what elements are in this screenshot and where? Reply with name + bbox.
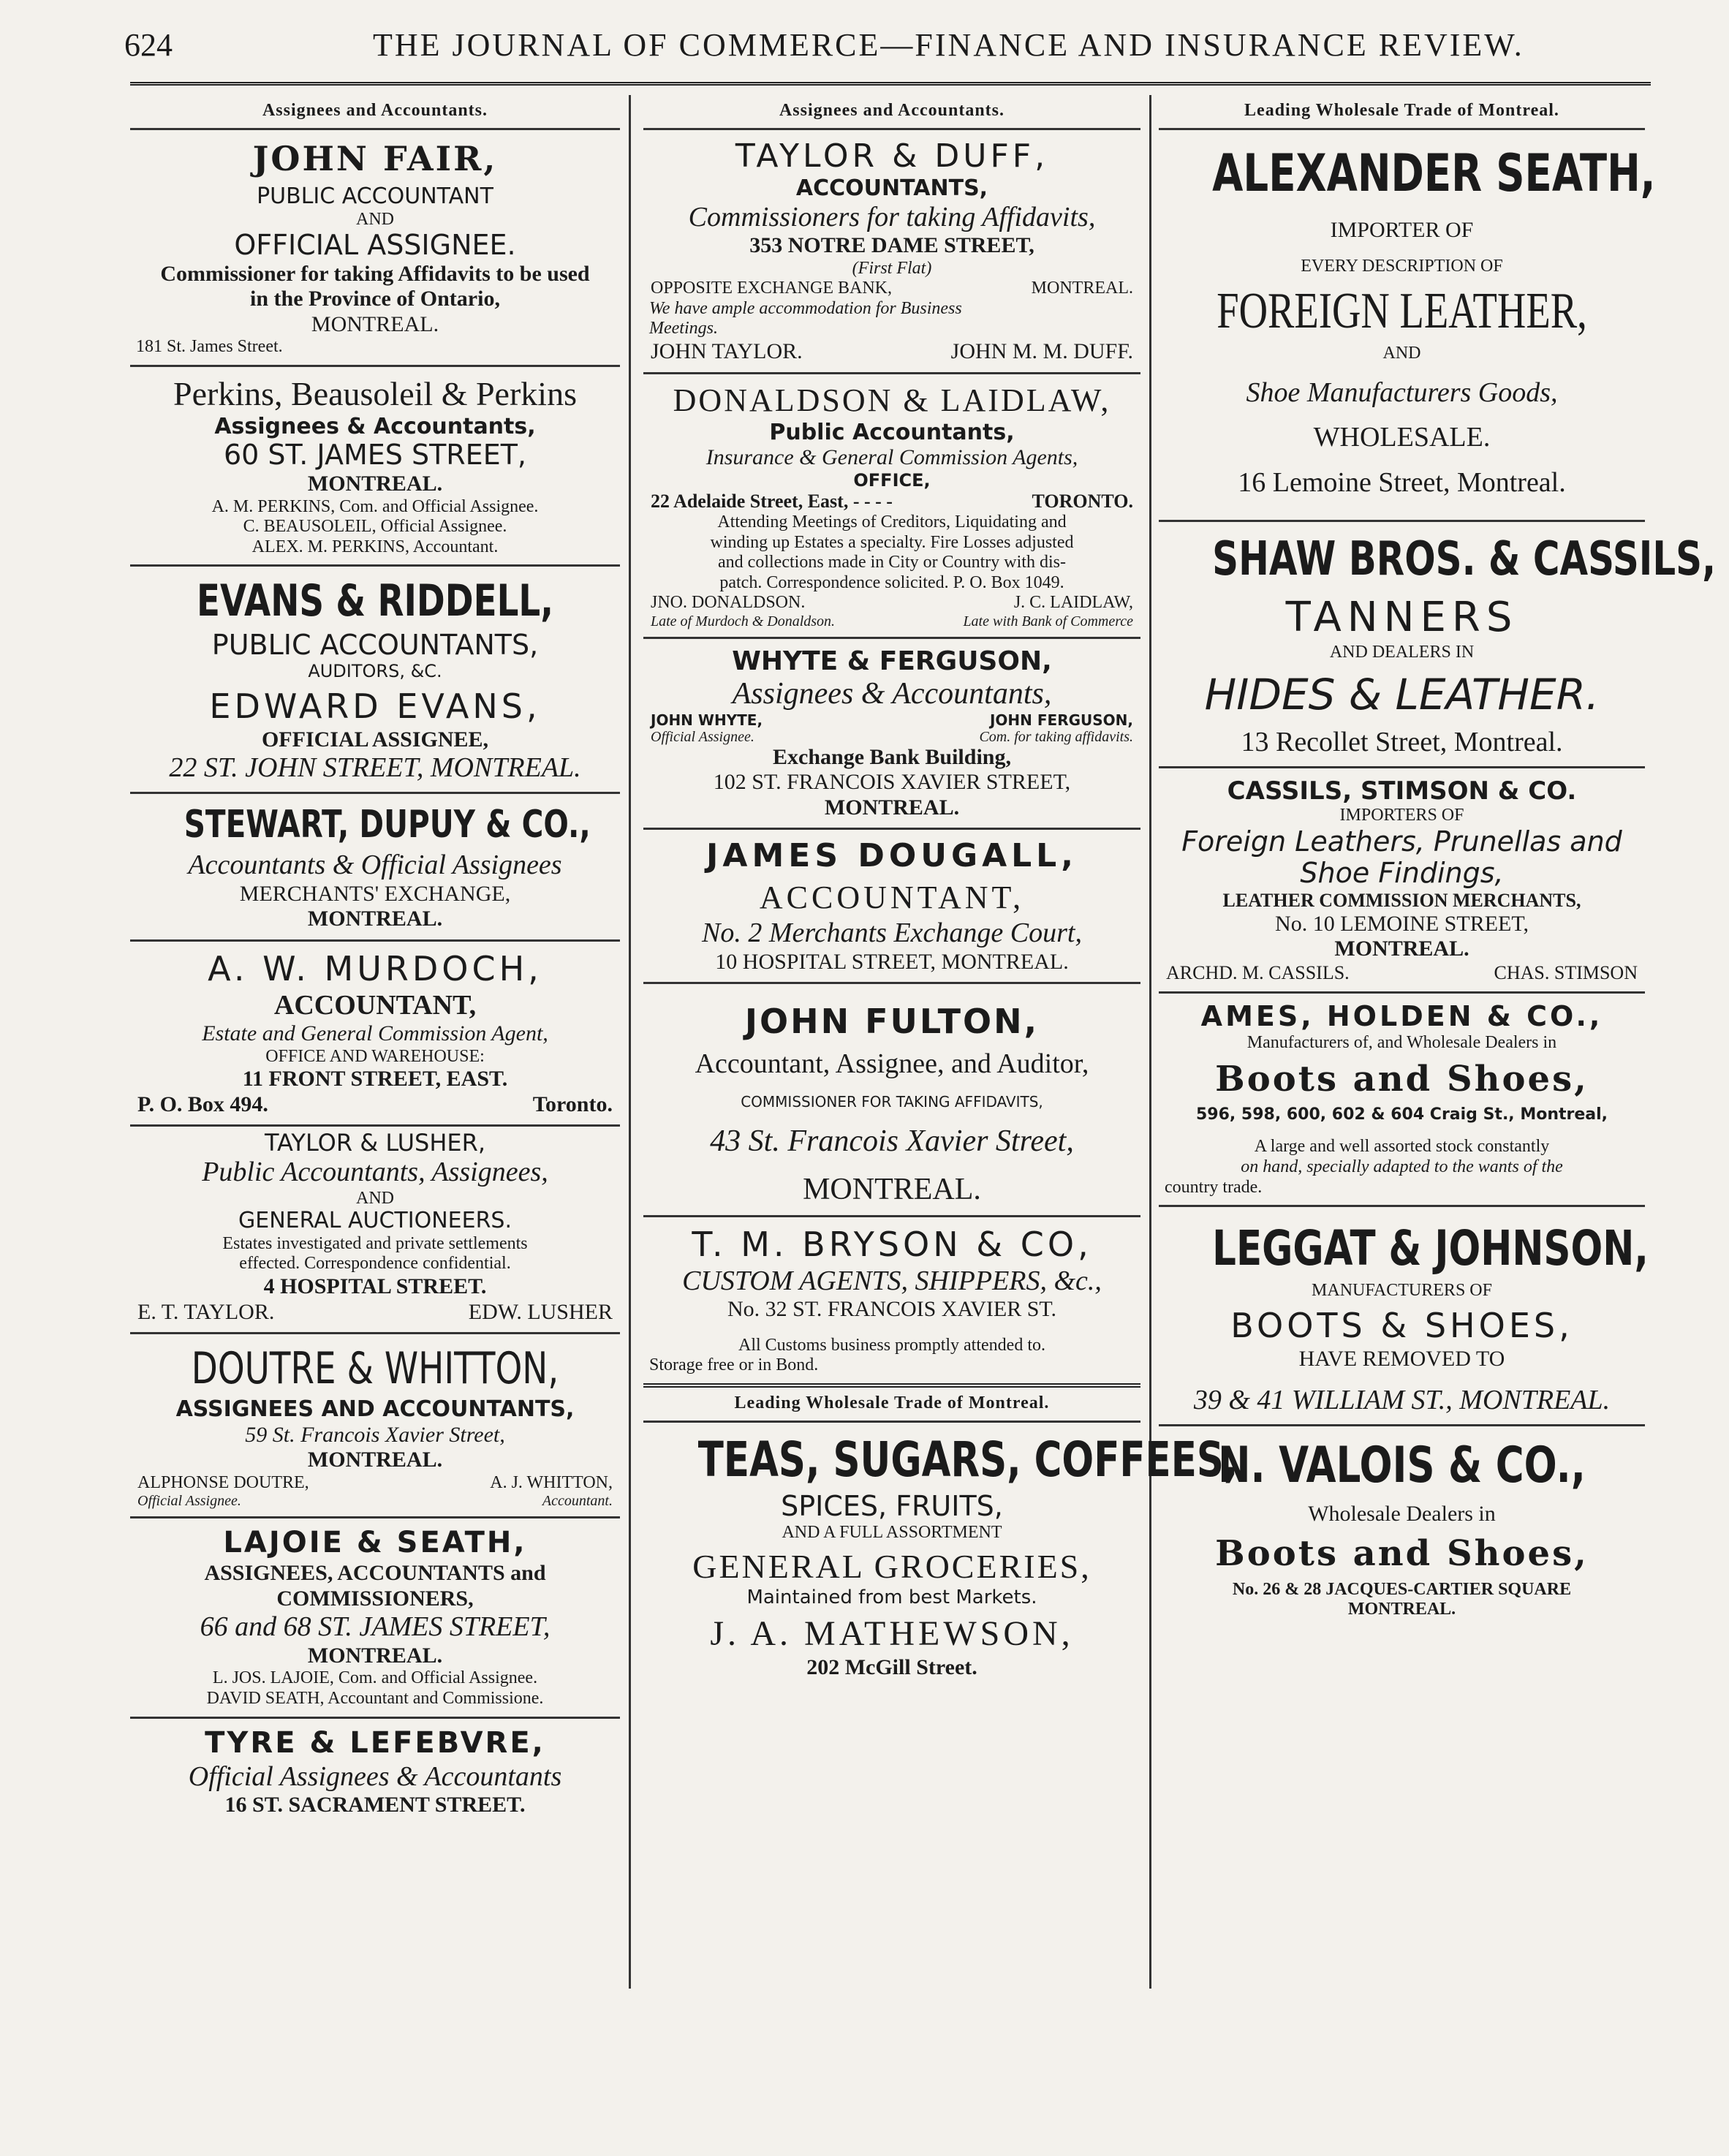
ad-line-right: Late with Bank of Commerce bbox=[963, 613, 1133, 630]
ad-line: Boots and Shoes, bbox=[1215, 1059, 1589, 1100]
ad-title: SHAW BROS. & CASSILS, bbox=[1212, 532, 1717, 586]
ad-line: A. M. PERKINS, Com. and Official Assignee. bbox=[211, 496, 539, 516]
ad-line: IMPORTERS OF bbox=[1339, 806, 1464, 825]
section-heading: Assignees and Accountants. bbox=[130, 95, 620, 130]
ad-title: DONALDSON & LAIDLAW, bbox=[673, 382, 1111, 418]
ad-line-left: JOHN WHYTE, bbox=[651, 711, 763, 729]
ad-line bbox=[643, 339, 1140, 365]
ad-line: Assignees & Accountants, bbox=[732, 677, 1052, 711]
ad-line: No. 26 & 28 JACQUES-CARTIER SQUARE bbox=[1232, 1579, 1572, 1599]
ad-line: EVERY DESCRIPTION OF bbox=[1301, 256, 1503, 276]
ad-line: effected. Correspondence confidential. bbox=[239, 1254, 511, 1274]
ad-line: EDWARD EVANS, bbox=[209, 686, 541, 726]
ad-line: OFFICIAL ASSIGNEE, bbox=[261, 727, 489, 752]
spacer bbox=[643, 1111, 1140, 1124]
section-heading: Assignees and Accountants. bbox=[643, 95, 1140, 130]
ad-line: 353 NOTRE DAME STREET, bbox=[749, 233, 1034, 258]
ad-line-right: J. C. LAIDLAW, bbox=[1013, 593, 1133, 613]
ad-line bbox=[643, 593, 1140, 613]
ad-line: country trade. bbox=[1165, 1177, 1263, 1197]
ad-line: and collections made in City or Country with dis- bbox=[718, 553, 1066, 572]
spacer bbox=[1159, 1372, 1645, 1385]
ad-line: All Customs business promptly attended to. bbox=[738, 1335, 1045, 1355]
ad-line: 13 Recollet Street, Montreal. bbox=[1241, 727, 1563, 758]
ad-title: JOHN FAIR, bbox=[252, 139, 498, 178]
ad-line-left: JNO. DONALDSON. bbox=[651, 593, 806, 613]
ad-line: 39 & 41 WILLIAM ST., MONTREAL. bbox=[1193, 1385, 1611, 1416]
ad-line-right: MONTREAL. bbox=[1031, 279, 1133, 298]
ad-line: Assignees & Accountants, bbox=[214, 413, 536, 439]
ad-title: TAYLOR & LUSHER, bbox=[264, 1129, 486, 1157]
ad-taylor-lusher bbox=[130, 1127, 620, 1334]
ad-whyte-ferguson bbox=[643, 639, 1140, 830]
ad-line: IMPORTER OF bbox=[1330, 218, 1474, 242]
ad-perkins bbox=[130, 367, 620, 567]
ad-line-left: ARCHD. M. CASSILS. bbox=[1166, 961, 1350, 983]
ad-line: Commissioners for taking Affidavits, bbox=[688, 201, 1096, 232]
ad-line: TANNERS bbox=[1285, 593, 1518, 641]
ad-john-fair bbox=[130, 130, 620, 367]
ad-line: A large and well assorted stock constantly bbox=[1254, 1137, 1550, 1157]
ad-title: TEAS, SUGARS, COFFEES, bbox=[697, 1431, 1238, 1489]
page-number: 624 bbox=[124, 27, 173, 63]
ad-line: 66 and 68 ST. JAMES STREET, bbox=[200, 1611, 551, 1643]
ad-evans-riddell bbox=[130, 567, 620, 793]
ad-title: TYRE & LEFEBVRE, bbox=[205, 1725, 545, 1760]
ad-line: No. 32 ST. FRANCOIS XAVIER ST. bbox=[727, 1297, 1057, 1322]
ad-line: MONTREAL. bbox=[824, 795, 960, 820]
ad-line: 596, 598, 600, 602 & 604 Craig St., Montreal, bbox=[1195, 1105, 1608, 1124]
ad-line: HAVE REMOVED TO bbox=[1298, 1346, 1505, 1371]
ad-line: OFFICE, bbox=[853, 469, 931, 491]
ad-line: BOOTS & SHOES, bbox=[1230, 1305, 1573, 1345]
column-divider bbox=[629, 95, 631, 1989]
ad-line-right: EDW. LUSHER bbox=[468, 1299, 613, 1324]
ad-line: Boots and Shoes, bbox=[1215, 1532, 1589, 1574]
ad-line-left: E. T. TAYLOR. bbox=[137, 1299, 275, 1324]
column-3 bbox=[1159, 95, 1717, 1989]
ad-line: Meetings. bbox=[649, 319, 718, 338]
spacer bbox=[1159, 243, 1645, 257]
ad-shaw-bros bbox=[1159, 522, 1717, 768]
ad-line: ASSIGNEES, ACCOUNTANTS and bbox=[204, 1561, 546, 1586]
spacer bbox=[643, 1081, 1140, 1094]
ad-title: ALEXANDER SEATH, bbox=[1212, 143, 1656, 203]
ad-line: COMMISSIONERS, bbox=[276, 1586, 474, 1611]
ad-line: SPICES, FRUITS, bbox=[781, 1490, 1003, 1523]
ad-line: Maintained from best Markets. bbox=[746, 1586, 1037, 1609]
ad-line: Insurance & General Commission Agents, bbox=[705, 445, 1078, 470]
ad-line: L. JOS. LAJOIE, Com. and Official Assignee. bbox=[212, 1668, 538, 1688]
ad-line: 4 HOSPITAL STREET. bbox=[263, 1274, 487, 1299]
ad-line-left: 22 Adelaide Street, East, - - - - bbox=[651, 491, 893, 512]
ad-line bbox=[643, 729, 1140, 745]
ad-line: AND DEALERS IN bbox=[1329, 642, 1475, 662]
ad-line: Foreign Leathers, Prunellas and bbox=[1181, 825, 1622, 858]
ad-line: OFFICE AND WAREHOUSE: bbox=[265, 1046, 485, 1066]
ad-line: Shoe Manufacturers Goods, bbox=[1246, 377, 1558, 408]
ad-line-left: Late of Murdoch & Donaldson. bbox=[651, 613, 836, 630]
ad-line: MERCHANTS' EXCHANGE, bbox=[239, 881, 511, 906]
ad-leggat-johnson bbox=[1159, 1207, 1649, 1426]
ad-line: Attending Meetings of Creditors, Liquidating and bbox=[717, 512, 1067, 532]
ad-line: 202 McGill Street. bbox=[806, 1655, 977, 1680]
ad-line: MONTREAL. bbox=[311, 311, 439, 336]
ad-line: MONTREAL. bbox=[803, 1173, 981, 1207]
ad-line: We have ample accommodation for Business bbox=[649, 298, 962, 318]
ad-line: 16 ST. SACRAMENT STREET. bbox=[224, 1793, 526, 1818]
ad-line: (First Flat) bbox=[852, 258, 932, 278]
ad-line: 181 St. James Street. bbox=[136, 337, 283, 357]
ad-title: Perkins, Beausoleil & Perkins bbox=[173, 374, 577, 412]
ad-line: AND bbox=[356, 1188, 394, 1208]
ad-murdoch bbox=[130, 942, 620, 1127]
ad-line: 60 ST. JAMES STREET, bbox=[224, 439, 526, 472]
ad-line: ALEX. M. PERKINS, Accountant. bbox=[251, 537, 499, 556]
ad-james-dougall bbox=[643, 830, 1140, 984]
ad-line: in the Province of Ontario, bbox=[250, 287, 500, 311]
ad-line-left: ALPHONSE DOUTRE, bbox=[137, 1472, 309, 1492]
ad-line-left: OPPOSITE EXCHANGE BANK, bbox=[651, 279, 893, 298]
ad-line: 16 Lemoine Street, Montreal. bbox=[1238, 467, 1566, 499]
ad-line: Public Accountants, Assignees, bbox=[202, 1157, 548, 1188]
ad-line: C. BEAUSOLEIL, Official Assignee. bbox=[243, 517, 507, 537]
ad-line: Wholesale Dealers in bbox=[1308, 1502, 1496, 1527]
ad-line: FOREIGN LEATHER, bbox=[1217, 283, 1587, 340]
page-header bbox=[110, 16, 1674, 67]
ad-doutre-whitton bbox=[130, 1334, 620, 1518]
spacer bbox=[643, 1159, 1140, 1172]
ad-title: JAMES DOUGALL, bbox=[706, 837, 1078, 875]
spacer bbox=[1159, 499, 1645, 512]
ad-line: Official Assignees & Accountants bbox=[188, 1760, 562, 1792]
ad-title: N. VALOIS & CO., bbox=[1218, 1437, 1586, 1495]
spacer bbox=[643, 1323, 1140, 1336]
ad-cassils-stimson bbox=[1159, 768, 1645, 994]
journal-title: THE JOURNAL OF COMMERCE—FINANCE AND INSURANCE REVIEW. bbox=[373, 27, 1524, 63]
ad-line: 43 St. Francois Xavier Street, bbox=[710, 1124, 1074, 1159]
ad-line bbox=[130, 1300, 620, 1325]
section-heading: Leading Wholesale Trade of Montreal. bbox=[643, 1388, 1140, 1423]
ad-donaldson-laidlaw bbox=[643, 374, 1140, 639]
ad-line: WHOLESALE. bbox=[1313, 422, 1491, 453]
ad-line: ACCOUNTANTS, bbox=[795, 175, 988, 201]
ad-title: T. M. BRYSON & CO, bbox=[692, 1224, 1092, 1264]
ad-line: No. 10 LEMOINE STREET, bbox=[1275, 911, 1529, 936]
ad-line bbox=[643, 491, 1140, 512]
ad-line bbox=[130, 1473, 620, 1494]
ad-title: CASSILS, STIMSON & CO. bbox=[1227, 776, 1577, 806]
ad-line: Accountants & Official Assignees bbox=[188, 849, 562, 880]
ad-title: LEGGAT & JOHNSON, bbox=[1212, 1220, 1649, 1277]
spacer bbox=[1159, 409, 1645, 422]
ad-line bbox=[643, 613, 1140, 629]
ad-line: MONTREAL. bbox=[1347, 1600, 1456, 1619]
ad-line: PUBLIC ACCOUNTANT bbox=[257, 184, 493, 209]
ad-line: MONTREAL. bbox=[1334, 937, 1469, 961]
ad-line bbox=[130, 1092, 620, 1118]
ad-line-right: JOHN M. M. DUFF. bbox=[950, 339, 1133, 364]
ad-line: Exchange Bank Building, bbox=[773, 744, 1011, 769]
ad-title: DOUTRE & WHITTON, bbox=[191, 1343, 559, 1395]
ad-line: OFFICIAL ASSIGNEE. bbox=[234, 229, 516, 262]
ad-line bbox=[130, 1493, 620, 1509]
ad-line: COMMISSIONER FOR TAKING AFFIDAVITS, bbox=[741, 1093, 1043, 1111]
ad-line: Shoe Findings, bbox=[1300, 857, 1504, 890]
ad-line: CUSTOM AGENTS, SHIPPERS, &c., bbox=[682, 1265, 1102, 1296]
ad-line: No. 2 Merchants Exchange Court, bbox=[702, 918, 1082, 949]
ad-line-right: Accountant. bbox=[542, 1493, 613, 1510]
header-rule bbox=[130, 82, 1651, 86]
ad-valois bbox=[1159, 1426, 1645, 1627]
ad-line: MONTREAL. bbox=[307, 1448, 443, 1472]
ad-ames-holden bbox=[1159, 994, 1645, 1207]
ad-line: 10 HOSPITAL STREET, MONTREAL. bbox=[715, 949, 1069, 974]
section-heading: Leading Wholesale Trade of Montreal. bbox=[1159, 95, 1645, 130]
ad-line: MANUFACTURERS OF bbox=[1312, 1281, 1492, 1301]
ad-john-fulton bbox=[643, 984, 1140, 1217]
ad-line: ACCOUNTANT, bbox=[273, 989, 477, 1021]
ad-line-right: TORONTO. bbox=[1032, 491, 1133, 512]
ad-line: LEATHER COMMISSION MERCHANTS, bbox=[1222, 890, 1581, 912]
ad-title: LAJOIE & SEATH, bbox=[223, 1526, 527, 1560]
ad-line: HIDES & LEATHER. bbox=[1204, 670, 1600, 720]
ad-line: AND bbox=[1382, 344, 1421, 363]
ad-line: Accountant, Assignee, and Auditor, bbox=[695, 1048, 1089, 1080]
ad-alexander-seath bbox=[1159, 130, 1656, 522]
ad-line: Estate and General Commission Agent, bbox=[202, 1021, 548, 1046]
spacer bbox=[1159, 454, 1645, 467]
ad-line-right: JOHN FERGUSON, bbox=[989, 711, 1133, 729]
ad-line: J. A. MATHEWSON, bbox=[710, 1614, 1074, 1654]
ad-title: EVANS & RIDDELL, bbox=[196, 575, 554, 627]
ad-title: AMES, HOLDEN & CO., bbox=[1200, 999, 1603, 1032]
ad-line: AND A FULL ASSORTMENT bbox=[782, 1522, 1002, 1542]
ad-line: 22 ST. JOHN STREET, MONTREAL. bbox=[169, 752, 581, 784]
column-1 bbox=[130, 95, 620, 1989]
ad-line: 11 FRONT STREET, EAST. bbox=[242, 1067, 508, 1092]
ad-title: TAYLOR & DUFF, bbox=[735, 137, 1049, 175]
ad-line: AUDITORS, &C. bbox=[308, 661, 442, 682]
ad-bryson bbox=[643, 1217, 1140, 1388]
spacer bbox=[1159, 1124, 1645, 1137]
ad-line: AND bbox=[356, 209, 394, 229]
ad-line: ACCOUNTANT, bbox=[759, 880, 1025, 916]
ad-line: Manufacturers of, and Wholesale Dealers in bbox=[1246, 1032, 1557, 1052]
ad-line: MONTREAL. bbox=[307, 907, 443, 931]
ad-line-left: Official Assignee. bbox=[137, 1493, 241, 1510]
ad-line: Public Accountants, bbox=[769, 419, 1015, 445]
ad-title: WHYTE & FERGUSON, bbox=[732, 646, 1052, 677]
ad-line: MONTREAL. bbox=[307, 472, 443, 496]
ad-line-right: CHAS. STIMSON bbox=[1494, 961, 1638, 983]
ad-line-right: Com. for taking affidavits. bbox=[979, 728, 1133, 745]
column-divider bbox=[1149, 95, 1151, 1989]
ad-line: patch. Correspondence solicited. P. O. Box 1049. bbox=[719, 572, 1064, 592]
ad-tyre-lefebvre bbox=[130, 1719, 620, 1826]
ad-line: GENERAL AUCTIONEERS. bbox=[238, 1208, 512, 1234]
ad-line bbox=[643, 279, 1140, 299]
ad-title: A. W. MURDOCH, bbox=[208, 948, 542, 988]
ad-stewart-dupuy bbox=[130, 794, 620, 942]
ad-line: Estates investigated and private settlements bbox=[222, 1233, 528, 1253]
ad-line-right: A. J. WHITTON, bbox=[490, 1472, 613, 1492]
ad-line bbox=[643, 712, 1140, 729]
ad-line: ASSIGNEES AND ACCOUNTANTS, bbox=[175, 1396, 575, 1423]
ad-title: STEWART, DUPUY & CO., bbox=[184, 802, 591, 847]
ad-line: MONTREAL. bbox=[307, 1643, 443, 1668]
spacer bbox=[1159, 364, 1645, 377]
ad-line bbox=[1159, 962, 1645, 984]
ad-line: winding up Estates a specialty. Fire Losses adjusted bbox=[710, 532, 1074, 552]
ad-mathewson bbox=[643, 1423, 1238, 1688]
ad-line: Commissioner for taking Affidavits to be used bbox=[160, 261, 590, 286]
ad-title: JOHN FULTON, bbox=[744, 1002, 1040, 1042]
ad-line: 59 St. Francois Xavier Street, bbox=[245, 1422, 505, 1447]
ad-line: PUBLIC ACCOUNTANTS, bbox=[211, 629, 539, 662]
ad-line-right: Toronto. bbox=[532, 1092, 613, 1116]
ad-line: 102 ST. FRANCOIS XAVIER STREET, bbox=[713, 770, 1071, 795]
ad-lajoie-seath bbox=[130, 1518, 620, 1718]
ad-line: GENERAL GROCERIES, bbox=[692, 1548, 1091, 1586]
ad-line-left: Official Assignee. bbox=[651, 728, 754, 745]
ad-line: DAVID SEATH, Accountant and Commissione. bbox=[206, 1688, 544, 1708]
ad-taylor-duff bbox=[643, 130, 1140, 374]
ad-line-left: P. O. Box 494. bbox=[137, 1092, 268, 1116]
ad-line: on hand, specially adapted to the wants of the bbox=[1241, 1157, 1563, 1177]
ad-line: Storage free or in Bond. bbox=[649, 1355, 819, 1375]
ad-line-left: JOHN TAYLOR. bbox=[651, 339, 803, 364]
